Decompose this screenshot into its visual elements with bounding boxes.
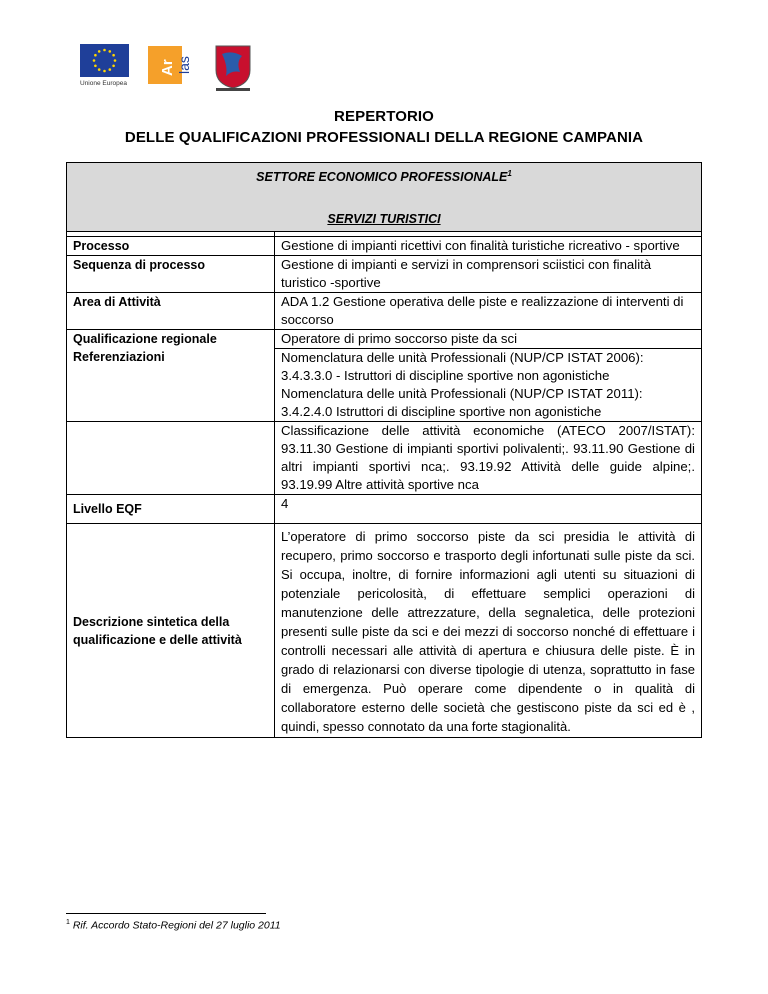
- processo-value: Gestione di impianti ricettivi con finalità turistiche ricreativo - sportive: [275, 237, 702, 256]
- empty-label-cell: [67, 422, 275, 495]
- sequenza-label: Sequenza di processo: [67, 256, 275, 293]
- qualificazione-referenziazioni-label: [67, 330, 275, 422]
- referenziazioni-label: Referenziazioni: [73, 350, 165, 364]
- qualification-table: [66, 162, 702, 738]
- livello-label: Livello EQF: [67, 495, 275, 524]
- table-row: [67, 495, 702, 524]
- area-label: Area di Attività: [67, 293, 275, 330]
- descrizione-value: L’operatore di primo soccorso piste da sci presidia le attività di recupero, primo soccorso e trasporto degli infortunati sulle piste da sci. Si occupa, inoltre, di fornire informazioni agli utenti su situazioni di potenziale pericolosità, di effettuare semplici operazioni di manutenzione delle attrezzature, della segnaletica, delle protezioni presenti sulle piste da sci e dei mezzi di soccorso nonché di effettuare i controlli necessari alle attività di apertura e chiusura delle piste. È in grado di relazionarsi con diverse tipologie di utenza, soprattutto in fase di emergenza. Può operare come dipendente o in qualità di collaboratore esterno delle società che gestiscono piste da sci ed è , quindi, spesso connotato da una forte stagionalità.: [275, 524, 702, 738]
- table-row: [67, 256, 702, 293]
- descrizione-label: Descrizione sintetica della qualificazione e delle attività: [67, 524, 275, 738]
- svg-text:Ar: Ar: [159, 59, 176, 76]
- footnote: [66, 919, 281, 932]
- sector-header: [67, 163, 702, 232]
- table-row: [67, 237, 702, 256]
- eu-flag-logo: [80, 44, 129, 77]
- regione-campania-logo: [212, 44, 254, 92]
- document-title-line1: REPERTORIO: [334, 108, 434, 125]
- footnote-ref: 1: [507, 169, 512, 178]
- processo-label: Processo: [67, 237, 275, 256]
- svg-text:las: las: [176, 56, 192, 74]
- arlas-wordmark-icon: [176, 44, 194, 86]
- nup-2006: Nomenclatura delle unità Professionali (NUP/CP ISTAT 2006): 3.4.3.3.0 - Istruttori di discipline sportive non agonistiche: [281, 350, 644, 383]
- sequenza-value: Gestione di impianti e servizi in comprensori sciistici con finalità turistico -sportive: [275, 256, 702, 293]
- table-row: [67, 330, 702, 349]
- footnote-number: 1: [66, 919, 70, 926]
- table-row: [67, 524, 702, 738]
- servizi-heading: SERVIZI TURISTICI: [327, 212, 441, 227]
- table-row: [67, 422, 702, 495]
- qualificazione-value: Operatore di primo soccorso piste da sci: [275, 330, 702, 349]
- area-value: ADA 1.2 Gestione operativa delle piste e realizzazione di interventi di soccorso: [275, 293, 702, 330]
- ateco-value: Classificazione delle attività economiche (ATECO 2007/ISTAT): 93.11.30 Gestione di impianti sportivi polivalenti;. 93.11.90 Gestione di altri impianti sportivi nca;. 93.19.92 Attività delle guide alpine;. 93.19.99 Altre attività sportive nca: [275, 422, 702, 495]
- nup-2011: Nomenclatura delle unità Professionali (NUP/CP ISTAT 2011): 3.4.2.4.0 Istruttori di discipline sportive non agonistiche: [281, 386, 643, 419]
- livello-value: 4: [275, 495, 702, 524]
- settore-heading: SETTORE ECONOMICO PROFESSIONALE$^1$: [256, 169, 512, 185]
- eu-caption: Unione Europea: [80, 80, 127, 87]
- footnote-separator: [66, 913, 266, 914]
- referenziazioni-value: [275, 349, 702, 422]
- qualificazione-label: Qualificazione regionale: [73, 332, 217, 346]
- document-title-line2: DELLE QUALIFICAZIONI PROFESSIONALI DELLA REGIONE CAMPANIA: [124, 129, 644, 146]
- footnote-text: Rif. Accordo Stato-Regioni del 27 luglio 2011: [72, 919, 281, 932]
- table-row: [67, 293, 702, 330]
